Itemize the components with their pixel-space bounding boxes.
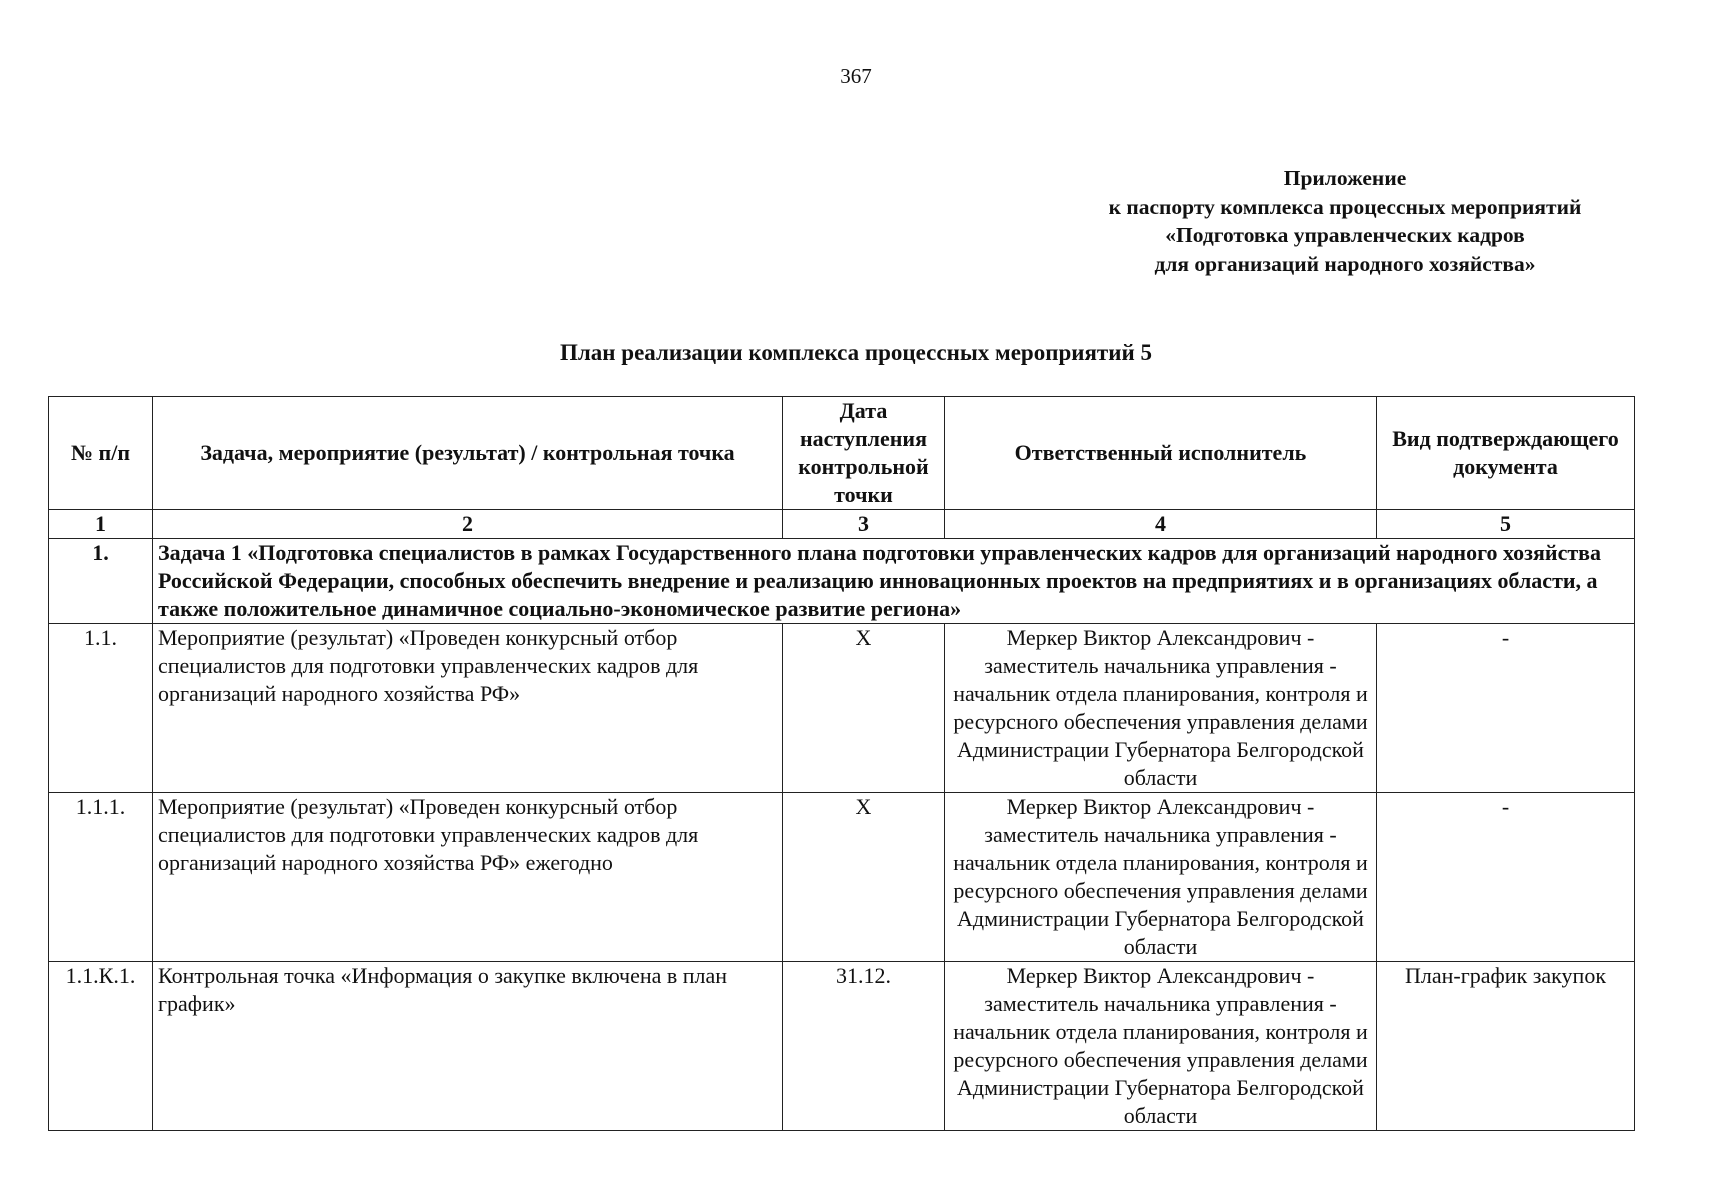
appendix-heading	[1060, 164, 1630, 278]
task-number: 1.	[49, 539, 153, 624]
plan-title: План реализации комплекса процессных мероприятий 5	[560, 340, 1152, 365]
header-document: Вид подтверждающего документа	[1377, 397, 1635, 510]
header-task: Задача, мероприятие (результат) / контрольная точка	[153, 397, 783, 510]
column-number: 2	[153, 510, 783, 539]
column-number: 5	[1377, 510, 1635, 539]
row-task: Контрольная точка «Информация о закупке включена в план график»	[153, 962, 783, 1131]
row-date: X	[783, 793, 945, 962]
row-document: -	[1377, 793, 1635, 962]
header-responsible: Ответственный исполнитель	[945, 397, 1377, 510]
task-row	[49, 539, 1635, 624]
row-number: 1.1.	[49, 624, 153, 793]
row-date: X	[783, 624, 945, 793]
appendix-line: «Подготовка управленческих кадров	[1165, 223, 1525, 247]
row-number: 1.1.К.1.	[49, 962, 153, 1131]
appendix-line: Приложение	[1283, 166, 1407, 190]
row-responsible: Меркер Виктор Александрович - заместитель начальника управления - начальник отдела планирования, контроля и ресурсного обеспечения управления делами Администрации Губернатора Белгородской области	[945, 793, 1377, 962]
header-row	[49, 397, 1635, 510]
task-text: Задача 1 «Подготовка специалистов в рамках Государственного плана подготовки управленческих кадров для организаций народного хозяйства Российской Федерации, способных обеспечить внедрение и реализацию инновационных проектов на предприятиях и в организациях области, а также положительное динамичное социально-экономическое развитие региона»	[153, 539, 1635, 624]
header-number: № п/п	[49, 397, 153, 510]
page-number: 367	[840, 64, 872, 88]
column-number: 3	[783, 510, 945, 539]
header-date: Дата наступления контрольной точки	[783, 397, 945, 510]
row-task: Мероприятие (результат) «Проведен конкурсный отбор специалистов для подготовки управленческих кадров для организаций народного хозяйства РФ» ежегодно	[153, 793, 783, 962]
table-row	[49, 793, 1635, 962]
column-numbers-row	[49, 510, 1635, 539]
row-responsible: Меркер Виктор Александрович - заместитель начальника управления - начальник отдела планирования, контроля и ресурсного обеспечения управления делами Администрации Губернатора Белгородской области	[945, 962, 1377, 1131]
row-responsible: Меркер Виктор Александрович - заместитель начальника управления - начальник отдела планирования, контроля и ресурсного обеспечения управления делами Администрации Губернатора Белгородской области	[945, 624, 1377, 793]
column-number: 4	[945, 510, 1377, 539]
row-document: План-график закупок	[1377, 962, 1635, 1131]
row-date: 31.12.	[783, 962, 945, 1131]
row-document: -	[1377, 624, 1635, 793]
column-number: 1	[49, 510, 153, 539]
appendix-line: к паспорту комплекса процессных мероприятий	[1108, 194, 1582, 219]
table-row	[49, 624, 1635, 793]
appendix-line: для организаций народного хозяйства»	[1154, 251, 1536, 276]
row-number: 1.1.1.	[49, 793, 153, 962]
row-task: Мероприятие (результат) «Проведен конкурсный отбор специалистов для подготовки управленческих кадров для организаций народного хозяйства РФ»	[153, 624, 783, 793]
plan-table	[48, 396, 1635, 1131]
table-row	[49, 962, 1635, 1131]
